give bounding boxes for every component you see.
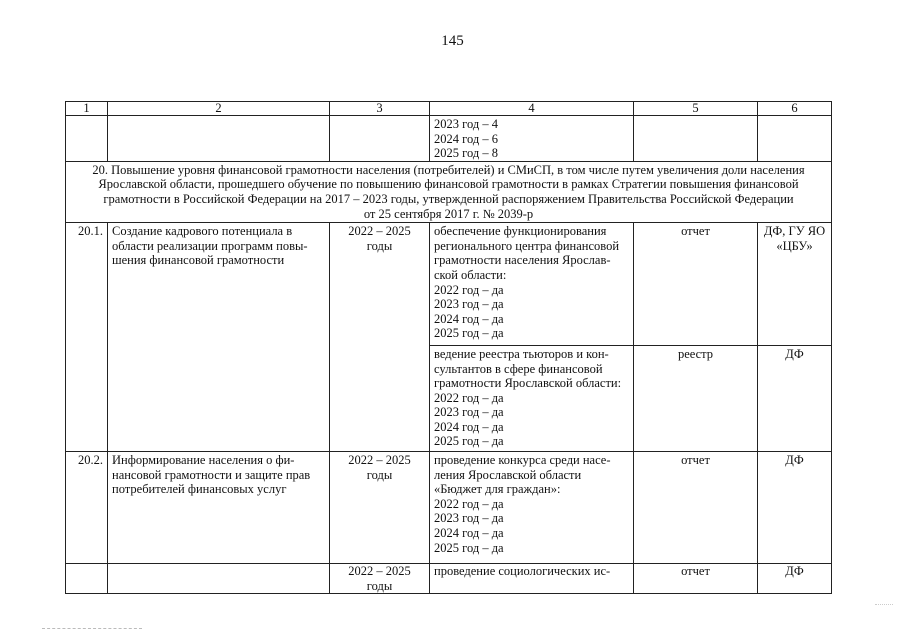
header-cell: 2 [108,102,330,116]
table-row [66,452,832,564]
text-line: 2022 год – да [434,496,504,511]
report-form: отчет [634,564,758,594]
text-line: проведение конкурса среди насе- [434,453,611,468]
text-line: от 25 сентября 2017 г. № 2039-р [363,206,534,221]
scan-artifact [42,628,142,630]
text-line: регионального центра финансовой [434,238,620,253]
header-cell: 6 [758,102,832,116]
continuation-row [66,116,832,162]
text-line: нансовой грамотности и защите прав [112,467,311,482]
text-line: Создание кадрового потенциала в [112,224,293,239]
item-number: 20.2. [66,452,108,564]
scan-artifact [875,604,893,606]
text-line: потребителей финансовых услуг [112,482,287,497]
text-line: 2025 год – 8 [434,146,498,161]
executor [758,223,832,346]
item-name [108,223,330,452]
header-cell: 5 [634,102,758,116]
text-line: 2024 год – да [434,419,504,434]
text-line: 2022 год – да [434,282,504,297]
section-heading [66,161,832,222]
text-line: 2023 год – 4 [434,117,498,131]
measure-cell [430,223,634,346]
item-name [108,452,330,564]
text-line: ведение реестра тьюторов и кон- [434,346,609,361]
item-period: 2022 – 2025 годы [330,452,430,564]
text-line: 2023 год – да [434,297,504,312]
page-number: 145 [441,33,464,49]
header-cell: 4 [430,102,634,116]
text-line: «ЦБУ» [776,238,813,253]
section-heading-row [66,161,832,222]
empty-cell [66,564,108,594]
text-line: грамотности Ярославской области: [434,376,622,391]
executor: ДФ [758,564,832,594]
text-line: области реализации программ повы- [112,238,308,253]
measure-cell [430,345,634,451]
empty-cell [66,116,108,162]
table-row [66,223,832,346]
text-line: сультантов в сфере финансовой [434,361,603,376]
continuation-measure-cell [430,116,634,162]
item-period: 2022 – 2025 годы [330,223,430,452]
text-line: 2025 год – да [434,540,504,555]
text-line: 2024 год – 6 [434,131,498,146]
text-line: 2024 год – да [434,311,504,326]
report-form: реестр [634,345,758,451]
item-period: 2022 – 2025 годы [330,564,430,594]
text-line: «Бюджет для граждан»: [434,482,561,497]
text-line: 20. Повышение уровня финансовой грамотности населения (потребителей) и СМиСП, в том числе путем увеличения доли населения [92,162,805,177]
text-line: грамотности населения Ярослав- [434,253,611,268]
text-line: Информирование населения о фи- [112,453,295,468]
executor: ДФ [758,452,832,564]
item-number: 20.1. [66,223,108,452]
measure-cell [430,452,634,564]
report-form: отчет [634,223,758,346]
text-line: 2025 год – да [434,434,504,449]
text-line: грамотности в Российской Федерации на 2017 – 2023 годы, утвержденной распоряжением Правительства Российской Федерации [103,191,794,206]
text-line: 2023 год – да [434,405,504,420]
table-row [66,564,832,594]
measure-cell: проведение социологических ис- [430,564,634,594]
text-line: Ярославской области, прошедшего обучение по повышению финансовой грамотности в рамках Стратегии повышения финансовой [98,177,799,192]
document-table [65,101,832,594]
header-cell: 1 [66,102,108,116]
empty-cell [108,564,330,594]
empty-cell [330,116,430,162]
report-form: отчет [634,452,758,564]
text-line: 2025 год – да [434,326,504,341]
text-line: 2024 год – да [434,526,504,541]
text-line: ДФ, ГУ ЯО [763,224,826,239]
empty-cell [758,116,832,162]
empty-cell [108,116,330,162]
empty-cell [634,116,758,162]
text-line: 2022 год – да [434,390,504,405]
executor: ДФ [758,345,832,451]
text-line: ления Ярославской области [434,467,582,482]
table-header-row [66,102,832,116]
header-cell: 3 [330,102,430,116]
text-line: ской области: [434,267,507,282]
text-line: шения финансовой грамотности [112,253,285,268]
text-line: обеспечение функционирования [434,224,607,239]
text-line: 2023 год – да [434,511,504,526]
